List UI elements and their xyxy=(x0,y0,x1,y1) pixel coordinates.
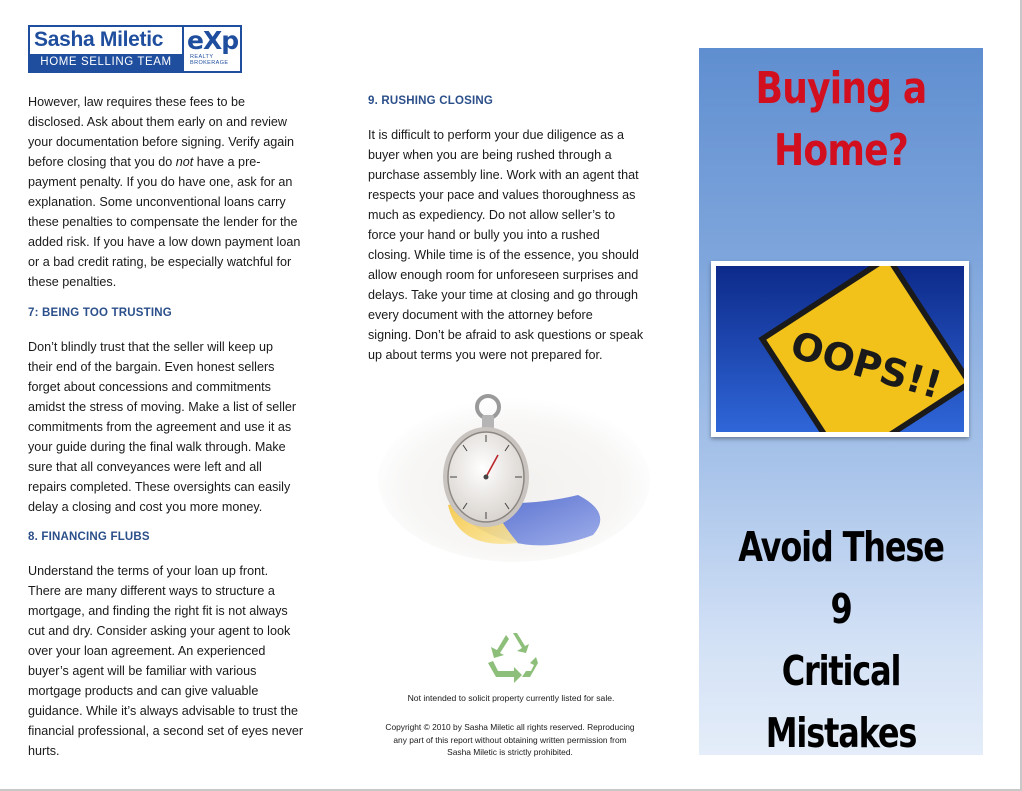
text-line: However, law requires these fees to be xyxy=(28,95,246,109)
oops-sign-image xyxy=(711,261,969,437)
text-line: cut and dry. Consider asking your agent to look xyxy=(28,624,291,638)
section-9-paragraph xyxy=(368,125,668,365)
text-line: repairs completed. These oversights can easily xyxy=(28,480,291,494)
cover-subtitle-line: Avoid These 9 xyxy=(738,523,944,633)
text-line: mortgage, and finding the right fit is not always xyxy=(28,604,288,618)
text-line: forget about concessions and commitments xyxy=(28,380,271,394)
text-line: delays. Take your time at closing and go through xyxy=(368,288,638,302)
recycle-icon xyxy=(484,631,542,687)
section-8-paragraph xyxy=(28,561,328,761)
logo xyxy=(28,25,242,73)
copyright-line: any part of this report without obtaining written permission from xyxy=(393,734,627,745)
oops-sign-icon xyxy=(716,266,964,432)
cover-panel xyxy=(699,48,983,755)
text-line: sure that all conveyances were left and all xyxy=(28,460,262,474)
text-line: before closing that you do not have a pre- xyxy=(28,155,261,169)
text-line: buyer when you are being rushed through a xyxy=(368,148,612,162)
text-line: these penalties. xyxy=(28,275,117,289)
text-line: force your hand or bully you into a rushed xyxy=(368,228,600,242)
text-line: explanation. Some unconventional loans carry xyxy=(28,195,286,209)
text-line: your documentation before signing. Verify again xyxy=(28,135,295,149)
logo-divider xyxy=(182,27,184,71)
text-line: There are many different ways to structure a xyxy=(28,584,275,598)
section-7-paragraph xyxy=(28,337,328,517)
text-line: mortgage products and can give valuable xyxy=(28,684,259,698)
section-8-heading: 8. FINANCING FLUBS xyxy=(28,531,150,543)
logo-realty-line: REALTY xyxy=(190,54,214,60)
copyright-text xyxy=(364,721,656,759)
text-line: or a bad credit rating, be especially watchful for xyxy=(28,255,292,269)
text-line: hurts. xyxy=(28,744,60,758)
text-line: signing. Don’t be afraid to ask questions or speak xyxy=(368,328,644,342)
text-line: these penalties to compensate the lender for the xyxy=(28,215,298,229)
text-line: their end of the bargain. Even honest sellers xyxy=(28,360,275,374)
logo-team: HOME SELLING TEAM xyxy=(30,54,182,71)
copyright-line: Sasha Miletic is strictly prohibited. xyxy=(447,747,573,757)
logo-exp-brand: eXp xyxy=(187,26,239,55)
cover-subtitle-line: Critical xyxy=(781,647,901,695)
logo-brokerage-line: BROKERAGE xyxy=(190,60,229,66)
text-line: disclosed. Ask about them early on and review xyxy=(28,115,288,129)
logo-realty xyxy=(190,54,228,66)
text-line: guidance. While it’s always advisable to trust the xyxy=(28,704,298,718)
text-line: over your loan agreement. An experienced xyxy=(28,644,266,658)
text-line: It is difficult to perform your due diligence as a xyxy=(368,128,624,142)
cover-title xyxy=(725,58,958,182)
text-line: added risk. If you have a low down payment loan xyxy=(28,235,301,249)
stopwatch-icon xyxy=(378,385,650,565)
stopwatch-image xyxy=(378,385,650,565)
section-7-heading: 7: BEING TOO TRUSTING xyxy=(28,307,172,319)
cover-title-line: Home? xyxy=(774,125,908,176)
cover-title-line: Buying a xyxy=(755,63,927,114)
text-line: much as expediency. Do not allow seller’s to xyxy=(368,208,616,222)
text-line: respects your pace and values thoroughness as xyxy=(368,188,636,202)
cover-subtitle-line: Mistakes xyxy=(765,709,917,757)
left-intro-paragraph xyxy=(28,92,328,292)
logo-name: Sasha Miletic xyxy=(34,28,164,51)
text-line: closing. While time is of the essence, you should xyxy=(368,248,639,262)
text-line: every document with the attorney before xyxy=(368,308,593,322)
text-line: purchase assembly line. Work with an agent that xyxy=(368,168,639,182)
text-line: payment penalty. If you do have one, ask for an xyxy=(28,175,293,189)
text-line: Understand the terms of your loan up front. xyxy=(28,564,269,578)
text-line: buyer’s agent will be familiar with various xyxy=(28,664,257,678)
text-line: commitments from the agreement and use it as xyxy=(28,420,292,434)
cover-subtitle xyxy=(730,516,952,764)
text-line: your guide during the final walk through. Make xyxy=(28,440,286,454)
copyright-line: Copyright © 2010 by Sasha Miletic all rights reserved. Reproducing xyxy=(385,722,635,732)
section-9-heading: 9. RUSHING CLOSING xyxy=(368,95,494,107)
text-line: financial professional, a second set of eyes never xyxy=(28,724,304,738)
disclaimer-text: Not intended to solicit property currently listed for sale. xyxy=(407,693,615,703)
oops-sign-text: OOPS!! xyxy=(785,322,947,408)
text-line: up about terms you were not prepared for. xyxy=(368,348,603,362)
text-line: Don’t blindly trust that the seller will keep up xyxy=(28,340,274,354)
text-line: delay a closing and cost you more money. xyxy=(28,500,263,514)
text-line: allow enough room for unforeseen surprises and xyxy=(368,268,639,282)
text-line: amidst the stress of moving. Make a list of seller xyxy=(28,400,297,414)
